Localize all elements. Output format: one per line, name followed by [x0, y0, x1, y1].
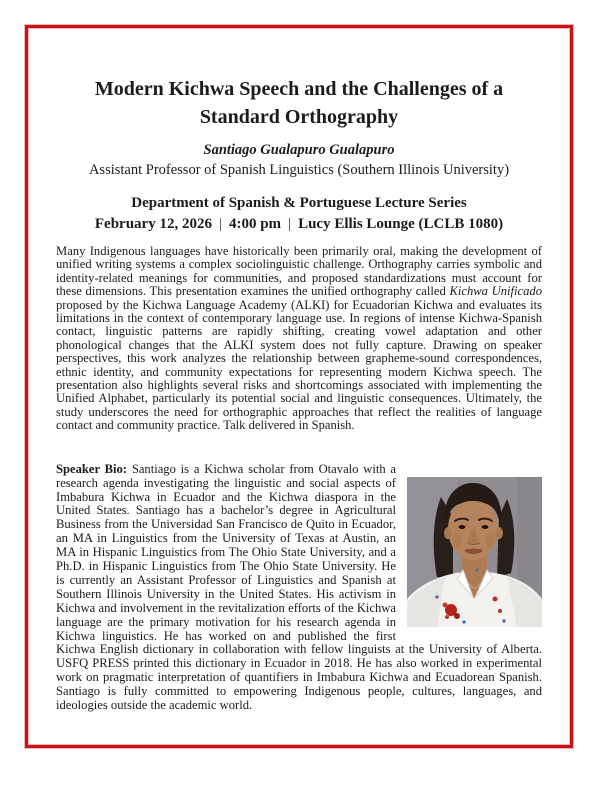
abstract-italic-term: Kichwa Unificado — [449, 284, 542, 299]
separator-bar: | — [288, 216, 292, 232]
separator-bar: | — [218, 216, 222, 232]
lecture-title: Modern Kichwa Speech and the Challenges of a Standard Orthography — [94, 78, 504, 128]
speaker-bio-label: Speaker Bio: — [56, 461, 128, 476]
speaker-photo — [407, 477, 542, 627]
abstract-paragraph — [56, 245, 542, 433]
abstract-text-1: Many Indigenous languages have historically been primarily oral, making the development of unified writing systems a complex sociolinguistic challenge. Orthography carries symbolic and identity-related meanings for communities, and proposed standardizations must account for these dimensions. This presentation examines the unified orthography called — [56, 244, 542, 299]
speaker-bio-section — [56, 463, 542, 713]
lecture-series-title: Department of Spanish & Portuguese Lecture Series — [131, 195, 467, 211]
speaker-name: Santiago Gualapuro Gualapuro — [203, 142, 395, 158]
speaker-affiliation: Assistant Professor of Spanish Linguistics (Southern Illinois University) — [88, 162, 510, 178]
abstract-text-2: proposed by the Kichwa Language Academy (ALKI) for Ecuadorian Kichwa and evaluates its limitations in the context of contemporary language use. In regions of intense Kichwa-Spanish contact, linguistic patterns are rapidly shifting, creating vowel adaptation and other phonological changes that the ALKI system does not fully capture. Drawing on speaker perspectives, this work analyzes the relationship between grapheme-sound correspondences, ethnic identity, and community expectations for representing modern Kichwa speech. The presentation also highlights several risks and shortcomings associated with implementing the Unified Alphabet, particularly its potential social and linguistic consequences. Ultimately, the study underscores the need for orthographic approaches that reflect the realities of language contact and community practice. Talk delivered in Spanish. — [56, 297, 542, 433]
event-time: 4:00 pm — [228, 216, 282, 232]
speaker-bio-text: Santiago is a Kichwa scholar from Otavalo with a research agenda investigating the linguistic and social aspects of Imbabura Kichwa in Ecuador and the Kichwa diaspora in the United States. Santiago has a bachelor’s degree in Agricultural Business from the Universidad San Francisco de Quito in Ecuador, an MA in Linguistics from the University of Texas at Austin, an MA in Hispanic Linguistics from The Ohio State University, and a Ph.D. in Hispanic Linguistics from The Ohio State University. He is currently an Assistant Professor of Linguistics and Spanish at Southern Illinois University in the United States. His activism in Kichwa and involvement in the revitalization efforts of the Kichwa language are the primary motivation for his research agenda in Kichwa linguistics. He has worked on and published the first Kichwa English dictionary in collaboration with fellow linguists at the University of Alberta. USFQ PRESS printed this dictionary in Ecuador in 2018. He has also worked in experimental work on pragmatic interpretation of quantifiers in Imbabura Kichwa and Ecuadorean Spanish. Santiago is fully committed to empowering Indigenous people, cultures, languages, and ideologies outside the academic world. — [56, 461, 542, 713]
event-details-line — [56, 215, 542, 234]
event-date: February 12, 2026 — [94, 216, 212, 232]
event-location: Lucy Ellis Lounge (LCLB 1080) — [298, 216, 504, 232]
flyer-page-border — [25, 25, 573, 748]
